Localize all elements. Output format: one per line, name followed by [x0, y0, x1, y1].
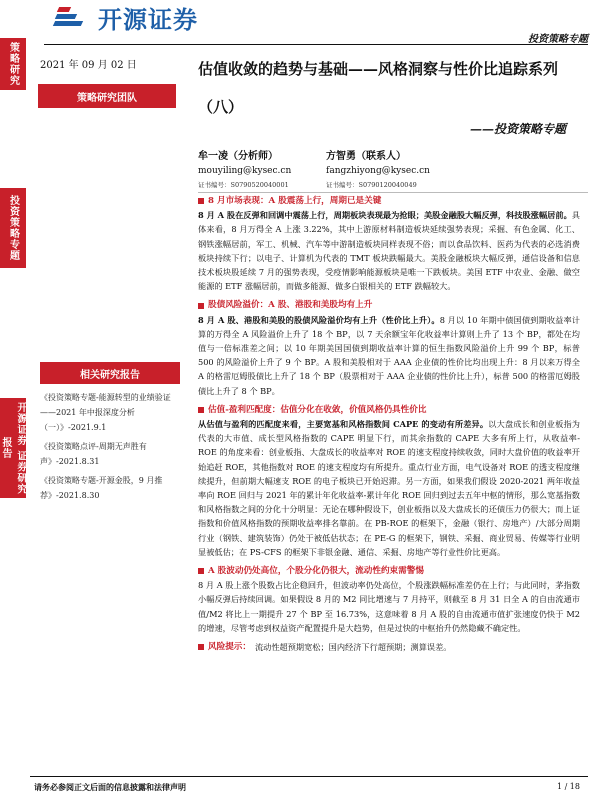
- page-number: 1 / 18: [556, 782, 580, 791]
- team-badge: 策略研究团队: [38, 84, 176, 108]
- section-heading: 估值-盈利匹配度：估值分化在收敛，价值风格仍具性价比: [198, 403, 580, 417]
- related-report-link[interactable]: 《投资策略点评-周期无声胜有声》-2021.8.31: [40, 442, 147, 466]
- author-email[interactable]: mouyiling@kysec.cn: [198, 166, 292, 176]
- author-name: 方智勇（联系人）: [326, 151, 406, 162]
- author-name: 牟一凌（分析师）: [198, 151, 278, 162]
- section-heading: 股债风险溢价：A 股、港股和美股均有上升: [198, 298, 580, 312]
- related-reports-header: 相关研究报告: [40, 362, 180, 384]
- author-email[interactable]: fangzhiyong@kysec.cn: [326, 166, 430, 176]
- bullet-square-icon: [198, 568, 204, 574]
- sidebar-tag-publisher: 开源证券 证券研究报告: [0, 398, 26, 498]
- author-card: [198, 150, 291, 192]
- author-divider: [198, 192, 588, 193]
- risk-warning: [198, 640, 580, 654]
- section-paragraph: 8 月 A 股在反弹和回调中震荡上行，周期板块表现最为抢眼；美股金融股大幅反弹，科技股涨幅居前。具体来看，8 月万得全 A 上涨 3.22%，其中上游原材料制造板块延续强势表现；采掘、有色金属、化工、钢铁涨幅居前，军工、机械、汽车等中游制造板块同样表现不俗；而以食品饮料、医药为代表的必选消费板块持续下行；以电子、计算机为代表的 TMT 板块跌幅最大。美股金融板块大幅反弹，通信设备和信息技术板块股延续 7 月的强势表现，受疫情影响能源板块是唯一下跌板块。美国 ETF 中农业、金融、做空能源的 ETF 涨幅居前，而做多能源、做多白银相关的 ETF 跌幅较大。: [198, 210, 580, 292]
- header-divider: [44, 44, 588, 45]
- section-paragraph: 8 月 A 股、港股和美股的股债风险溢价均有上升（性价比上升）。8 月以 10 年期中债国债到期收益率计算的万得全 A 风险溢价上升了 18 个 BP，以 7 天余额宝年化收益率计算则上升了 13 个 BP，都处在均值与一倍标准差之间；以 10 年期美国国债到期收益率计算的恒生指数风险溢价上升 99 个 BP，标普 500 的风险溢价上升了 9 个 BP。A 股和美股相对于 AAA 企业债的性价比均出现上升：8 月以来万得全 A 的格雷厄姆股债比上升了 18 个 BP（股票相对于 AAA 企业债的性价比上升），标普 500 的格雷厄姆股债比上升了 8 个 BP。: [198, 314, 580, 396]
- section-paragraph: 从估值与盈利的匹配度来看，主要宽基和风格指数间 CAPE 的变动有所差异。以大盘成长和创业板指为代表的大市值、成长型风格指数的 CAPE 明显下行，而其余指数的 CAPE 大多有所上行，从收益率-ROE 的角度来看：创业板指、大盘成长的收益率对 ROE 的速支程度持续收敛，同时大盘价值的收益率开始追赶 ROE，其他指数对 ROE 的速支程度均有所提升。重点行业方面，电气设备对 ROE 的透支程度继续提升，但前期大幅速支 ROE 的电子板块已开始迟滞。另一方面，如果我们假设 2020-2021 两年收益率向 ROE 回归与 2021 年的累计年化收益率-累计年化 ROE 回归到过去五年中枢的情形，那么宽基指数和风格指数之间的分化十分明显：无论在哪种假设下，创业板指以及大盘成长的还债压力仍很大；而上证指数和价值风格指数的预期收益率排名靠前。在 PB-ROE 的框架下，金融（银行、房地产）/大部分周期行业（钢铁、建筑装饰）仍处于被低估状态；在 PE-G 的框架下，钢铁、采掘、商业贸易、传媒等行业明显被低估；在 PS-CFS 的框架下非银金融、通信、采掘、房地产等行业性价比更高。: [198, 419, 580, 557]
- report-body: [198, 194, 580, 654]
- section-heading: A 股波动仍处高位，个股分化仍很大，流动性约束需警惕: [198, 564, 580, 578]
- related-report-link[interactable]: 《投资策略专题-能源转型的业绩验证——2021 年中报深度分析（一）》-2021.9.1: [40, 393, 171, 432]
- left-sidebar: [0, 0, 26, 800]
- brand-name: 开源证券: [98, 5, 198, 34]
- section-paragraph: 8 月 A 股上涨个股数占比企稳回升，但波动率仍处高位，个股涨跌幅标准差仍在上行；与此同时，茅指数小幅反弹后持续回调。如果假设 8 月的 M2 同比增速与 7 月持平，则截至 8 月 31 日全 A 的自由流通市值/M2 将比上一期提升 27 个 BP 至 16.73%，这意味着 8 月 A 股的自由流通市值扩张速度仍快于 M2 的增速，尽管考虑到权益资产配置提升是大趋势，但是过快的中枢抬升仍然隐藏不确定性。: [198, 580, 580, 633]
- sidebar-tag-strategy: 策略研究: [0, 38, 26, 90]
- author-cert: 证书编号：S0790120040049: [326, 181, 417, 189]
- logo-mark-icon: [52, 3, 92, 31]
- report-type-label: 投资策略专题: [528, 34, 588, 45]
- footer-disclaimer: 请务必参阅正文后面的信息披露和法律声明: [34, 782, 186, 792]
- footer-divider: [30, 776, 588, 777]
- sidebar-tag-report-type: 投资策略专题: [0, 188, 26, 268]
- report-title: 估值收敛的趋势与基础——风格洞察与性价比追踪系列（八）: [198, 60, 559, 116]
- section-heading: 8 月市场表现：A 股震荡上行，周期已是关键: [198, 194, 580, 208]
- bullet-square-icon: [198, 644, 204, 650]
- brand-logo: [52, 2, 198, 32]
- bullet-square-icon: [198, 198, 204, 204]
- report-subtitle: ——投资策略专题: [469, 122, 566, 136]
- related-reports-list: [40, 390, 186, 507]
- bullet-square-icon: [198, 303, 204, 309]
- report-date: 2021 年 09 月 02 日: [40, 60, 137, 71]
- author-card: [326, 150, 430, 192]
- related-report-link[interactable]: 《投资策略专题-开源金股，9 月推荐》-2021.8.30: [40, 476, 163, 500]
- section-heading: 风险提示：: [198, 640, 251, 654]
- bullet-square-icon: [198, 407, 204, 413]
- author-cert: 证书编号：S0790520040001: [198, 181, 289, 189]
- risk-text: 流动性超预期宽松；国内经济下行超预期；测算误差。: [254, 642, 452, 653]
